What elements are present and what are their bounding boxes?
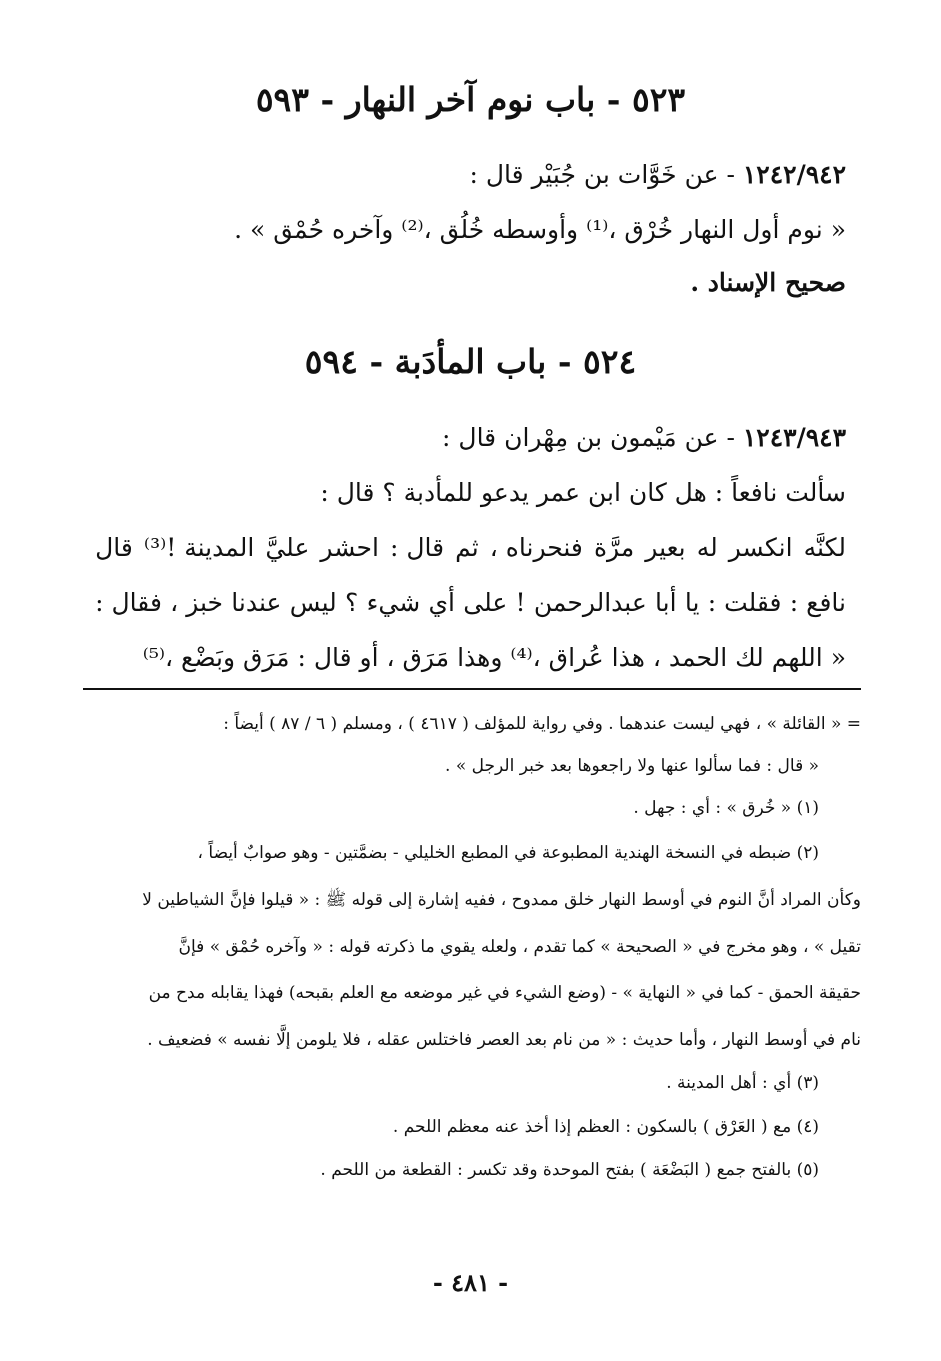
word: قال :	[389, 533, 445, 562]
word: ليس	[289, 588, 337, 617]
word: نافع :	[789, 588, 846, 617]
chapter-heading-523: ٥٢٣ - باب نوم آخر النهار - ٥٩٣	[255, 80, 686, 119]
footnote-1: (١) « خُرق » : أي : جهل .	[633, 798, 819, 818]
footnote-5: (٥) بالفتح جمع ( البَضْعَة ) بفتح الموحدة وقد تكسر : القطعة من اللحم .	[320, 1160, 819, 1180]
word: عليَّ	[265, 533, 310, 562]
footnote-2-line5: نام في أوسط النهار ، وأما حديث : « من نام بعد العصر فاختلس عقله ، فلا يلومن إلَّا نفسه » فضعيف .	[147, 1030, 861, 1050]
word: يا	[684, 588, 700, 617]
word: شيء	[366, 588, 421, 617]
hadith-chain: - عن خَوَّات بن جُبَيْر قال :	[469, 160, 743, 189]
word: ؟	[345, 588, 359, 617]
footnote-2-line1: (٢) ضبطه في النسخة الهندية المطبوعة في المطبع الخليلي - بضمَّتين - وهو صوابٌ أيضاً ،	[197, 843, 819, 863]
footnote-3: (٣) أي : أهل المدينة .	[666, 1073, 819, 1093]
footnote-2-line4: حقيقة الحمق - كما في « النهاية » - (وضع الشيء في غير موضعه مع العلم بقبحه) فهذا يقابله مدح من	[148, 983, 861, 1003]
footnote-4: (٤) مع ( العَرْق ) بالسكون : العظم إذا أخذ عنه معظم اللحم .	[392, 1117, 819, 1137]
word: فنحرناه ،	[489, 533, 583, 562]
footnote-continuation-2: « قال : فما سألوا عنها ولا راجعوها بعد خبر الرجل » .	[445, 756, 819, 776]
hadith-942-text: « نوم أول النهار خُرْق ،⁽¹⁾ وأوسطه خُلُق ،⁽²⁾ وآخره حُمْق » .	[234, 215, 846, 244]
hadith-943-line3	[95, 588, 846, 617]
hadith-number: ١٢٤٢/٩٤٢	[742, 160, 846, 189]
word: بعير	[645, 533, 686, 562]
hadith-number: ١٢٤٣/٩٤٣	[742, 423, 846, 452]
word: فقلت :	[707, 588, 782, 617]
word: أي	[428, 588, 455, 617]
word: المدينة !⁽³⁾	[143, 533, 255, 562]
word: على	[463, 588, 508, 617]
word: انكسر	[728, 533, 793, 562]
word: !	[515, 588, 526, 617]
hadith-942-grading: صحيح الإسناد .	[690, 268, 846, 297]
chapter-heading-524: ٥٢٤ - باب المأدَبة - ٥٩٤	[304, 342, 637, 381]
hadith-943-line2	[95, 533, 846, 562]
footnote-divider	[83, 688, 861, 690]
hadith-943-line1: سألت نافعاً : هل كان ابن عمر يدعو للمأدبة ؟ قال :	[320, 478, 846, 507]
hadith-943-isnad	[442, 423, 846, 452]
word: أبا	[655, 588, 677, 617]
word: احشر	[320, 533, 379, 562]
hadith-942-isnad	[470, 160, 846, 189]
word: له	[696, 533, 718, 562]
word: عندنا	[231, 588, 282, 617]
word: قال	[95, 533, 133, 562]
word: فقال :	[95, 588, 162, 617]
word: عبدالرحمن	[533, 588, 647, 617]
hadith-943-line4: « اللهم لك الحمد ، هذا عُراق ،⁽⁴⁾ وهذا مَرَق ، أو قال : مَرَق وبَضْع ،⁽⁵⁾	[142, 643, 846, 672]
footnote-2-line3: تقيل » ، وهو مخرج في « الصحيحة » كما تقدم ، ولعله يقوي ما ذكرته قوله : « وآخره حُمْق » فإنَّ	[178, 937, 861, 957]
word: مرَّة	[593, 533, 635, 562]
hadith-chain: - عن مَيْمون بن مِهْران قال :	[442, 423, 743, 452]
footnote-continuation: = « القائلة » ، فهي ليست عندهما . وفي رواية للمؤلف ( ٤٦١٧ ) ، ومسلم ( ٦ / ٨٧ ) أيضاً :	[223, 714, 861, 734]
footnote-2-line2: وكأن المراد أنَّ النوم في أوسط النهار خلق ممدوح ، ففيه إشارة إلى قوله ﷺ : « قيلوا فإنَّ الشياطين لا	[142, 890, 861, 910]
page-number: - ٤٨١ -	[432, 1268, 509, 1297]
word: ثم	[455, 533, 479, 562]
word: خبز ،	[170, 588, 223, 617]
word: لكنَّه	[803, 533, 846, 562]
